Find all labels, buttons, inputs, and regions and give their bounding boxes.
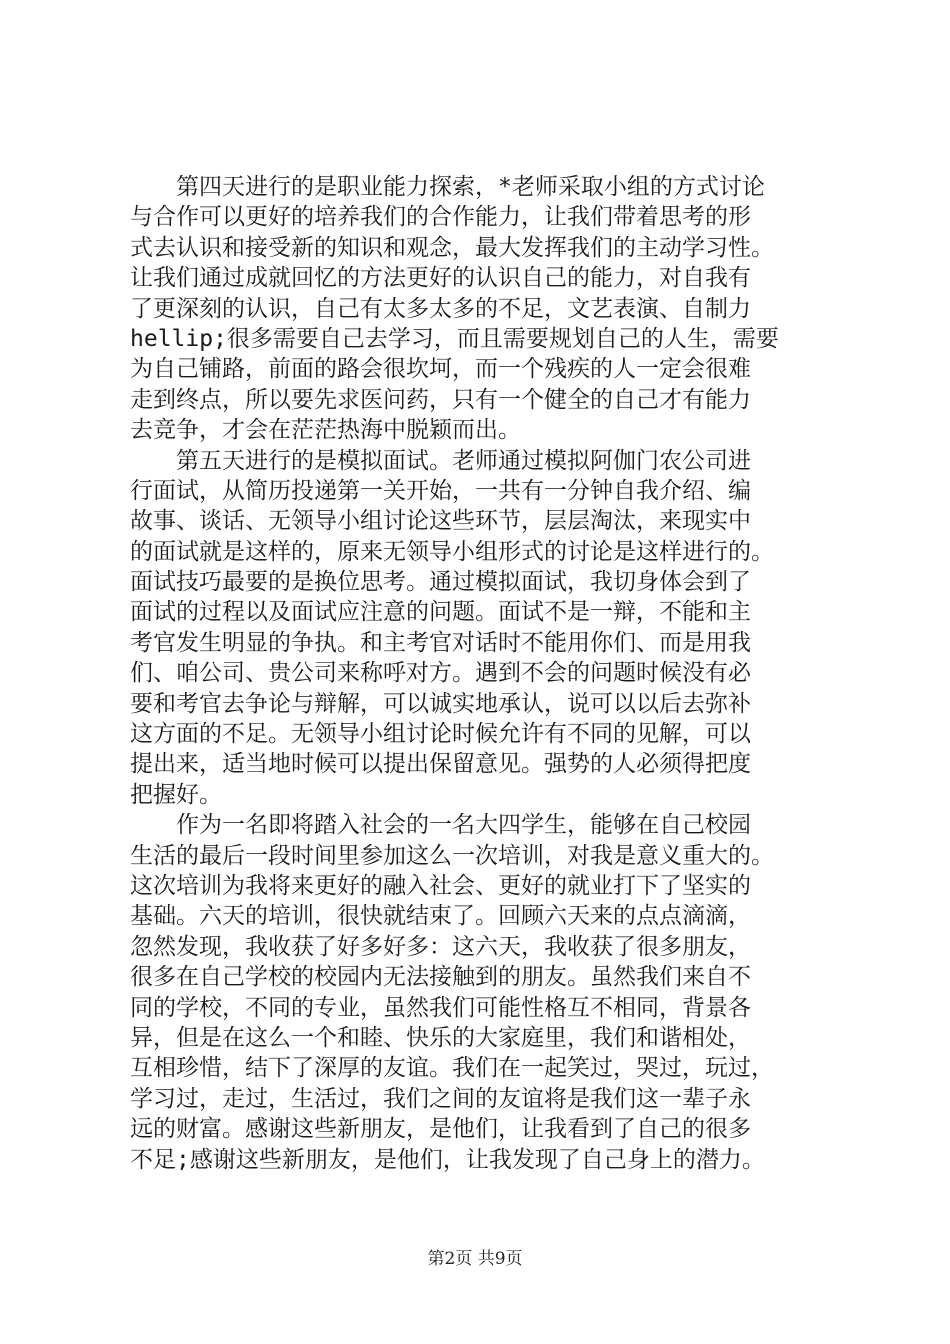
- text-line: 去竞争，才会在茫茫热海中脱颖而出。: [130, 417, 521, 444]
- text-line: 让我们通过成就回忆的方法更好的认识自己的能力，对自我有: [130, 265, 751, 292]
- text-line: 把握好。: [130, 781, 222, 808]
- text-line: 远的财富。感谢这些新朋友，是他们，让我看到了自己的很多: [130, 1116, 751, 1143]
- text-line: 面试的过程以及面试应注意的问题。面试不是一辩，不能和主: [130, 599, 751, 626]
- text-line: 提出来，适当地时候可以提出保留意见。强势的人必须得把度: [130, 751, 751, 778]
- text-line: 第四天进行的是职业能力探索，*老师采取小组的方式讨论: [130, 174, 765, 200]
- text-line: 式去认识和接受新的知识和观念，最大发挥我们的主动学习性。: [130, 234, 774, 261]
- text-line: 不足;感谢这些新朋友，是他们，让我发现了自己身上的潜力。: [130, 1146, 765, 1173]
- text-line: 生活的最后一段时间里参加这么一次培训，对我是意义重大的。: [130, 842, 774, 869]
- text-line: 要和考官去争论与辩解，可以诚实地承认，说可以以后去弥补: [130, 690, 751, 717]
- text-line: hellip;很多需要自己去学习，而且需要规划自己的人生，需要: [130, 325, 779, 352]
- text-line: 们、咱公司、贵公司来称呼对方。遇到不会的问题时候没有必: [130, 660, 751, 687]
- text-line: 故事、谈话、无领导小组讨论这些环节，层层淘汰，来现实中: [130, 508, 751, 535]
- text-line: 走到终点，所以要先求医问药，只有一个健全的自己才有能力: [130, 386, 751, 413]
- text-line: 了更深刻的认识，自己有太多太多的不足，文艺表演、自制力: [130, 295, 751, 322]
- text-line: 考官发生明显的争执。和主考官对话时不能用你们、而是用我: [130, 629, 751, 656]
- text-line: 忽然发现，我收获了好多好多：这六天，我收获了很多朋友，: [130, 933, 751, 960]
- text-line: 这次培训为我将来更好的融入社会、更好的就业打下了坚实的: [130, 872, 751, 899]
- text-line: 面试技巧最要的是换位思考。通过模拟面试，我切身体会到了: [130, 569, 751, 596]
- text-line: 这方面的不足。无领导小组讨论时候允许有不同的见解，可以: [130, 721, 751, 748]
- text-line: 第五天进行的是模拟面试。老师通过模拟阿伽门农公司进: [130, 447, 751, 474]
- page-number-footer: 第2页 共9页: [427, 1249, 523, 1269]
- text-line: 与合作可以更好的培养我们的合作能力，让我们带着思考的形: [130, 204, 751, 231]
- text-line: 的面试就是这样的，原来无领导小组形式的讨论是这样进行的。: [130, 538, 774, 565]
- text-line: 行面试，从简历投递第一关开始，一共有一分钟自我介绍、编: [130, 477, 751, 504]
- text-line: 互相珍惜，结下了深厚的友谊。我们在一起笑过，哭过，玩过，: [130, 1055, 774, 1082]
- text-line: 基础。六天的培训，很快就结束了。回顾六天来的点点滴滴，: [130, 903, 751, 930]
- text-line: 为自己铺路，前面的路会很坎坷，而一个残疾的人一定会很难: [130, 356, 751, 383]
- text-line: 同的学校，不同的专业，虽然我们可能性格互不相同，背景各: [130, 994, 751, 1021]
- text-line: 很多在自己学校的校园内无法接触到的朋友。虽然我们来自不: [130, 964, 751, 991]
- text-line: 学习过，走过，生活过，我们之间的友谊将是我们这一辈子永: [130, 1085, 751, 1112]
- document-body: [130, 172, 820, 1175]
- text-line: 作为一名即将踏入社会的一名大四学生，能够在自己校园: [130, 812, 751, 839]
- text-line: 异，但是在这么一个和睦、快乐的大家庭里，我们和谐相处，: [130, 1024, 751, 1051]
